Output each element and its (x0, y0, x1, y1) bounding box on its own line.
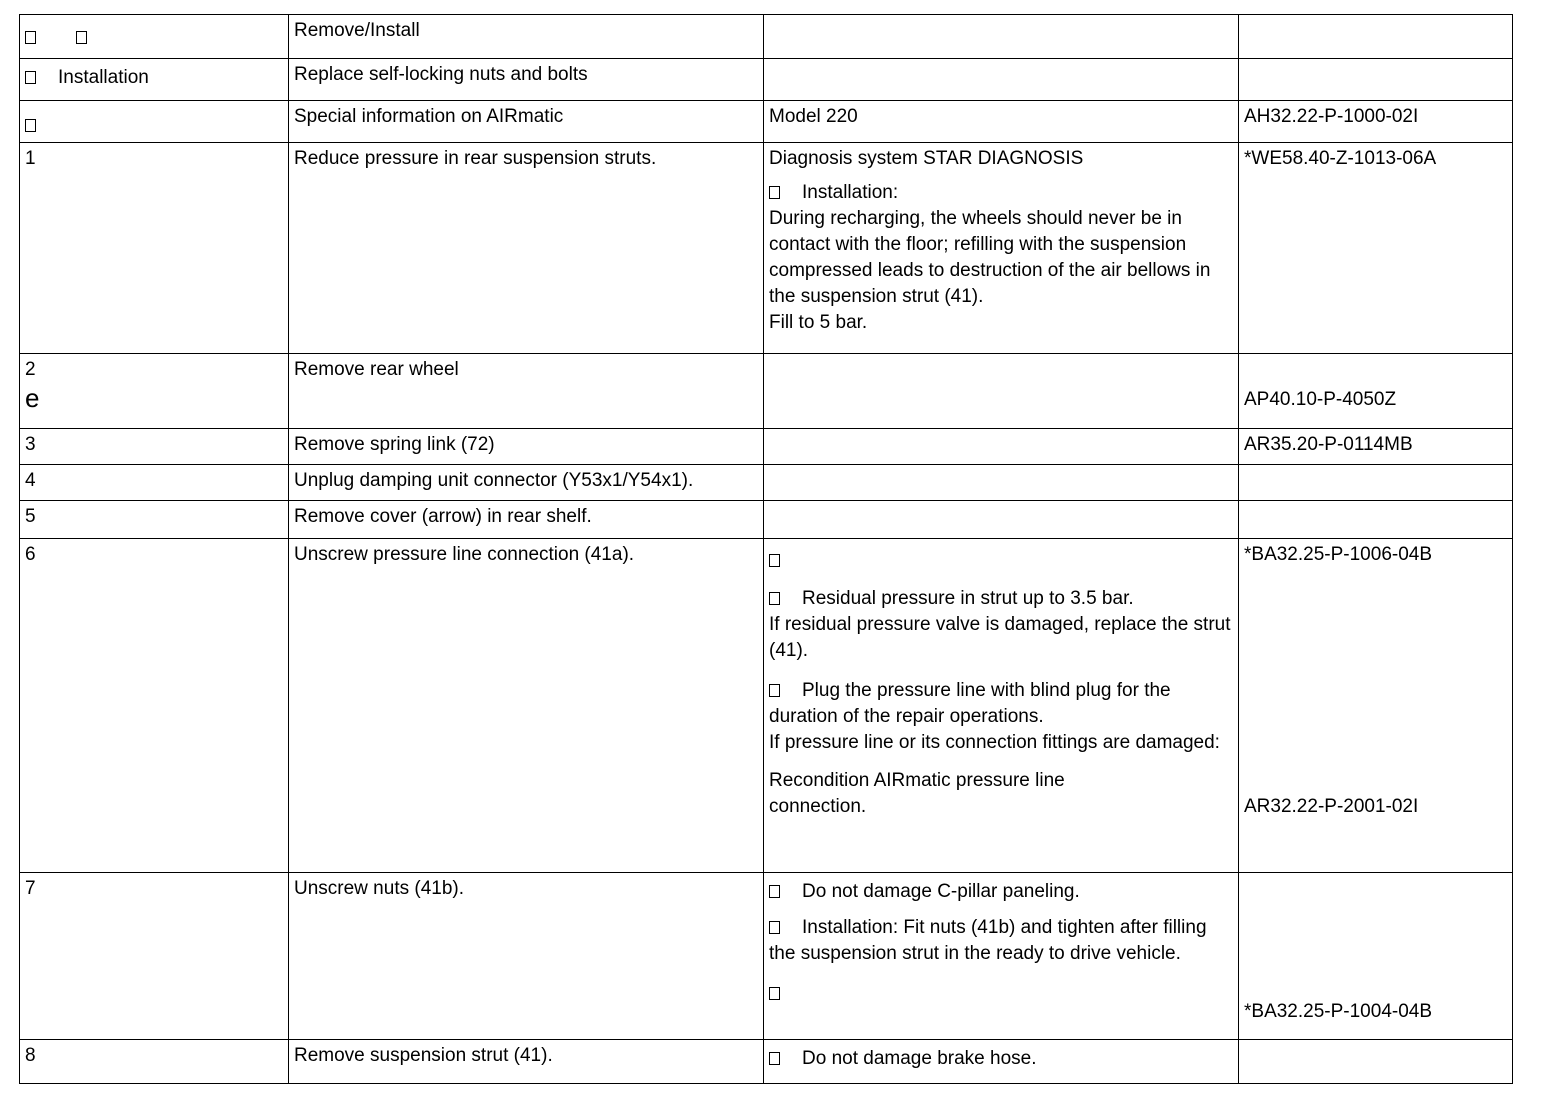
step-number: 6 (25, 544, 36, 565)
notes-cell (764, 873, 1239, 1040)
note-icon (25, 119, 36, 132)
operation-cell (289, 873, 764, 1040)
operation-text: Unscrew pressure line connection (41a). (294, 544, 635, 565)
operation-text: Remove cover (arrow) in rear shelf. (294, 506, 592, 527)
operation-text: Special information on AIRmatic (294, 106, 564, 127)
operation-text: Unplug damping unit connector (Y53x1/Y54x1). (294, 470, 694, 491)
operation-cell (289, 101, 764, 143)
table-row (20, 101, 1513, 143)
procedure-table (19, 14, 1513, 1084)
operation-cell (289, 59, 764, 101)
info-icon (25, 31, 36, 44)
step-cell (20, 501, 289, 539)
notes-cell (764, 429, 1239, 465)
step-cell (20, 429, 289, 465)
note-text: Diagnosis system STAR DIAGNOSIS (769, 148, 1084, 169)
operation-text: Unscrew nuts (41b). (294, 878, 465, 899)
reference-cell (1239, 501, 1513, 539)
warning-icon (769, 885, 780, 898)
step-cell (20, 101, 289, 143)
operation-cell (289, 429, 764, 465)
step-number: 7 (25, 878, 36, 899)
notes-cell (764, 539, 1239, 873)
installation-label: Installation (58, 67, 149, 88)
reference-link[interactable]: AR35.20-P-0114MB (1244, 434, 1413, 455)
operation-cell (289, 501, 764, 539)
operation-text: Remove spring link (72) (294, 434, 495, 455)
warning-icon (769, 1052, 780, 1065)
note-text: Do not damage brake hose. (802, 1048, 1037, 1069)
step-number: 1 (25, 148, 36, 169)
step-number: 2 (25, 359, 36, 380)
table-row (20, 59, 1513, 101)
table-row (20, 539, 1513, 873)
notes-cell (764, 15, 1239, 59)
operation-cell (289, 15, 764, 59)
notes-cell (764, 354, 1239, 429)
note-text: If pressure line or its connection fittings are damaged: (769, 732, 1220, 753)
reference-cell (1239, 1040, 1513, 1084)
reference-link[interactable]: AP40.10-P-4050Z (1244, 389, 1397, 410)
operation-cell (289, 143, 764, 354)
table-row (20, 429, 1513, 465)
step-cell (20, 354, 289, 429)
step-number: 3 (25, 434, 36, 455)
info-icon (76, 31, 87, 44)
reference-cell (1239, 354, 1513, 429)
step-cell (20, 465, 289, 501)
table-row (20, 143, 1513, 354)
note-text: If residual pressure valve is damaged, replace the strut (41). (769, 614, 1231, 661)
reference-cell (1239, 15, 1513, 59)
step-cell (20, 15, 289, 59)
step-symbol: e (25, 383, 40, 413)
table-row (20, 465, 1513, 501)
step-cell (20, 143, 289, 354)
operation-text: Replace self-locking nuts and bolts (294, 64, 588, 85)
notes-cell (764, 59, 1239, 101)
operation-text: Remove/Install (294, 20, 420, 41)
table-row (20, 873, 1513, 1040)
reference-cell (1239, 101, 1513, 143)
notes-cell (764, 465, 1239, 501)
illustration-icon (769, 987, 780, 1000)
reference-cell (1239, 59, 1513, 101)
step-cell (20, 1040, 289, 1084)
step-number: 8 (25, 1045, 36, 1066)
notes-cell (764, 501, 1239, 539)
operation-cell (289, 465, 764, 501)
reference-link[interactable]: *WE58.40-Z-1013-06A (1244, 148, 1437, 169)
reference-cell (1239, 539, 1513, 873)
step-number: 4 (25, 470, 36, 491)
note-text: Fill to 5 bar. (769, 312, 868, 333)
note-text: During recharging, the wheels should never be in contact with the floor; refilling with the suspension compressed leads to destruction of the air bellows in the suspension strut (41). (769, 208, 1211, 307)
note-text: Do not damage C-pillar paneling. (802, 881, 1080, 902)
step-cell (20, 873, 289, 1040)
table-row (20, 354, 1513, 429)
step-cell (20, 539, 289, 873)
reference-link[interactable]: AR32.22-P-2001-02I (1244, 796, 1419, 817)
note-text: Recondition AIRmatic pressure line connection. (769, 770, 1065, 817)
step-number: 5 (25, 506, 36, 527)
reference-cell (1239, 465, 1513, 501)
note-icon (769, 684, 780, 697)
reference-link[interactable]: *BA32.25-P-1006-04B (1244, 544, 1433, 565)
operation-cell (289, 354, 764, 429)
operation-text: Remove rear wheel (294, 359, 459, 380)
reference-cell (1239, 873, 1513, 1040)
illustration-icon (769, 554, 780, 567)
step-cell (20, 59, 289, 101)
operation-text: Remove suspension strut (41). (294, 1045, 553, 1066)
table-row (20, 1040, 1513, 1084)
notes-cell (764, 101, 1239, 143)
installation-icon (769, 186, 780, 199)
table-row (20, 501, 1513, 539)
note-text: Plug the pressure line with blind plug for the duration of the repair operations. (769, 680, 1171, 727)
reference-link[interactable]: AH32.22-P-1000-02I (1244, 106, 1419, 127)
warning-icon (769, 592, 780, 605)
note-text: Residual pressure in strut up to 3.5 bar. (802, 588, 1134, 609)
installation-icon (769, 921, 780, 934)
notes-cell (764, 143, 1239, 354)
operation-cell (289, 1040, 764, 1084)
note-text: Installation: (802, 182, 899, 203)
notes-cell (764, 1040, 1239, 1084)
operation-cell (289, 539, 764, 873)
operation-text: Reduce pressure in rear suspension struts. (294, 148, 657, 169)
reference-cell (1239, 143, 1513, 354)
table-row (20, 15, 1513, 59)
reference-link[interactable]: *BA32.25-P-1004-04B (1244, 1001, 1433, 1022)
reference-cell (1239, 429, 1513, 465)
installation-icon (25, 71, 36, 84)
note-text: Model 220 (769, 106, 858, 127)
note-text: : Fit nuts (41b) and tighten after filling the suspension strut in the ready to drive vehicle. (769, 917, 1207, 964)
note-text: Installation (802, 917, 893, 938)
